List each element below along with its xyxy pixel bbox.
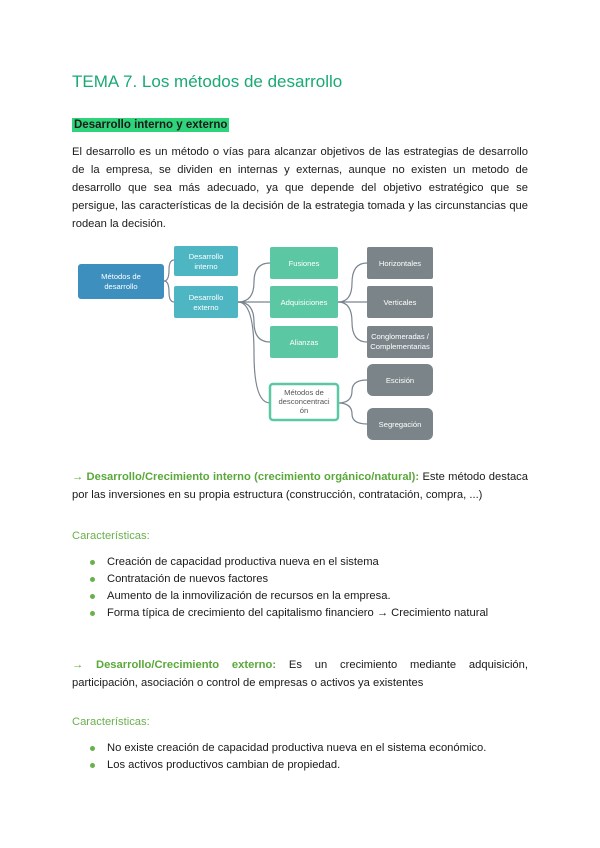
bullet-icon bbox=[90, 577, 95, 582]
bullet-icon bbox=[90, 611, 95, 616]
bullet-icon bbox=[90, 560, 95, 565]
node-desarrollo-interno bbox=[174, 246, 238, 276]
node-desc-line3: ón bbox=[299, 406, 309, 415]
node-root-line2: desarrollo bbox=[104, 282, 138, 291]
bullet-icon bbox=[90, 746, 95, 751]
bullet-icon bbox=[90, 594, 95, 599]
node-desc-line2: desconcentraci bbox=[278, 397, 330, 406]
node-root-line1: Métodos de bbox=[101, 272, 141, 281]
methods-diagram bbox=[72, 238, 472, 443]
node-escision-label: Escisión bbox=[385, 376, 415, 385]
list-item bbox=[90, 554, 488, 571]
list-item bbox=[90, 740, 486, 757]
node-conglomeradas-line1: Conglomeradas / bbox=[371, 332, 429, 341]
list-item-text: Creación de capacidad productiva nueva en el sistema bbox=[107, 556, 379, 568]
list-item bbox=[90, 605, 488, 622]
svg-text:Conglomeradas /Complementarias bbox=[370, 332, 430, 351]
section-heading: Desarrollo interno y externo bbox=[74, 119, 228, 131]
external-growth-lead: → Desarrollo/Crecimiento externo: bbox=[72, 659, 277, 671]
node-fusiones-label: Fusiones bbox=[288, 259, 320, 268]
external-features-list bbox=[90, 740, 486, 774]
node-desc-line1: Métodos de bbox=[284, 388, 324, 397]
svg-text:Métodos dedesarrollo bbox=[101, 272, 141, 291]
node-verticales-label: Verticales bbox=[383, 298, 417, 307]
list-item bbox=[90, 757, 486, 774]
page-title: TEMA 7. Los métodos de desarrollo bbox=[72, 72, 343, 91]
list-item bbox=[90, 588, 488, 605]
node-externo-line2: externo bbox=[193, 303, 219, 312]
svg-text:Desarrolloexterno bbox=[189, 293, 224, 312]
external-growth-text: Es un crecimiento mediante adquisición, participación, asociación o control de empresas o activos ya existentes bbox=[72, 659, 528, 689]
external-features-heading: Características: bbox=[72, 716, 150, 728]
node-alianzas-label: Alianzas bbox=[289, 338, 319, 347]
internal-features-heading: Características: bbox=[72, 530, 150, 542]
node-conglomeradas-line2: Complementarias bbox=[370, 342, 430, 351]
list-item-text: No existe creación de capacidad productiva nueva en el sistema económico. bbox=[107, 742, 487, 754]
node-horizontales-label: Horizontales bbox=[378, 259, 422, 268]
node-externo-line1: Desarrollo bbox=[188, 293, 224, 302]
internal-growth-text: Este método destaca por las inversiones en su propia estructura (construcción, contratación, compra, ...) bbox=[72, 471, 528, 501]
node-interno-line2: interno bbox=[194, 262, 218, 271]
intro-paragraph: El desarrollo es un método o vías para alcanzar objetivos de las estrategias de desarrollo de la empresa, se dividen en internas y externas, aunque no existen un metodo de desarrollo que sea más adecuado, ya que depende del objetivo estratégico que se persigue, las características de la decisión de la estrategia tomada y las circunstancias que rodean la decisión. bbox=[72, 146, 528, 230]
list-item-text: Los activos productivos cambian de propiedad. bbox=[107, 759, 341, 771]
internal-features-list bbox=[90, 554, 488, 622]
internal-growth-paragraph bbox=[72, 468, 528, 504]
external-growth-paragraph bbox=[72, 656, 528, 692]
node-adquisiciones-label: Adquisiciones bbox=[280, 298, 328, 307]
node-segregacion-label: Segregación bbox=[378, 420, 422, 429]
list-item-text: Aumento de la inmovilización de recursos en la empresa. bbox=[107, 590, 391, 602]
list-item-text: Forma típica de crecimiento del capitalismo financiero → Crecimiento natural bbox=[107, 607, 489, 619]
node-interno-line1: Desarrollo bbox=[188, 252, 224, 261]
internal-growth-lead: → Desarrollo/Crecimiento interno (crecimiento orgánico/natural): bbox=[72, 471, 420, 483]
node-desarrollo-externo bbox=[174, 286, 238, 318]
list-item bbox=[90, 571, 488, 588]
list-item-text: Contratación de nuevos factores bbox=[107, 573, 269, 585]
bullet-icon bbox=[90, 763, 95, 768]
